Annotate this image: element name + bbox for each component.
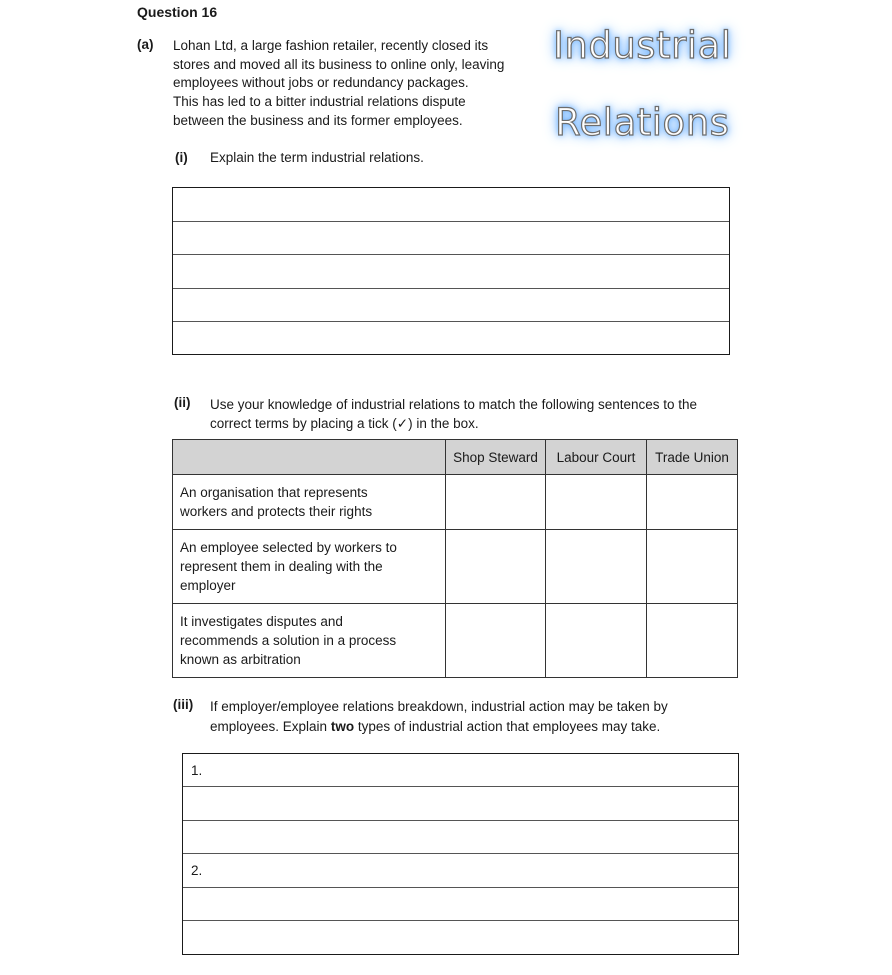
answer-line[interactable] — [173, 322, 729, 356]
part-i-label: (i) — [175, 150, 188, 165]
tick-box[interactable] — [546, 475, 647, 530]
tick-box[interactable] — [647, 604, 738, 678]
tick-box[interactable] — [546, 604, 647, 678]
tick-box[interactable] — [647, 475, 738, 530]
part-ii-line: correct terms by placing a tick (✓) in the box. — [210, 416, 479, 431]
answer-line[interactable] — [183, 821, 738, 854]
answer-line[interactable] — [173, 222, 729, 256]
part-iii-line — [210, 717, 668, 737]
relations-wordart: Relations — [555, 101, 730, 144]
answer-line[interactable] — [183, 921, 738, 954]
answer-line[interactable] — [173, 255, 729, 289]
part-iii-label: (iii) — [173, 697, 194, 712]
scenario-line: employees without jobs or redundancy packages. — [173, 75, 469, 91]
tick-box[interactable] — [446, 604, 546, 678]
part-ii-prompt — [210, 395, 697, 433]
answer-number: 1. — [191, 763, 203, 778]
answer-line[interactable] — [173, 188, 729, 222]
statement-line: represent them in dealing with the — [180, 559, 383, 574]
scenario-text — [173, 37, 528, 131]
answer-number: 2. — [191, 863, 203, 879]
part-a-label: (a) — [137, 37, 154, 52]
scenario-line: This has led to a bitter industrial relations dispute — [173, 94, 466, 110]
part-i-answer-box[interactable] — [172, 187, 730, 355]
answer-line[interactable] — [183, 854, 738, 887]
scenario-line: between the business and its former employees. — [173, 112, 463, 128]
answer-line[interactable] — [173, 289, 729, 323]
table-row — [173, 604, 738, 678]
scenario-line: Lohan Ltd, a large fashion retailer, recently closed its — [173, 38, 489, 53]
table-row — [173, 475, 738, 530]
table-row — [173, 530, 738, 604]
answer-line[interactable] — [183, 787, 738, 820]
statement-line: An employee selected by workers to — [180, 540, 397, 555]
tick-box[interactable] — [446, 475, 546, 530]
part-iii-line: If employer/employee relations breakdown, industrial action may be taken by — [210, 699, 668, 714]
column-header-labour-court: Labour Court — [546, 440, 647, 475]
part-ii-label: (ii) — [174, 395, 191, 410]
statement-cell — [173, 475, 446, 530]
column-header-trade-union: Trade Union — [647, 440, 738, 475]
statement-line: workers and protects their rights — [180, 504, 373, 519]
answer-line[interactable] — [183, 754, 738, 787]
scenario-line: stores and moved all its business to online only, leaving — [173, 56, 505, 72]
part-iii-text: types of industrial action that employees may take. — [354, 718, 661, 734]
blank-header-cell — [173, 440, 446, 475]
statement-line: An organisation that represents — [180, 485, 368, 500]
statement-line: known as arbitration — [180, 652, 301, 667]
statement-cell — [173, 530, 446, 604]
statement-cell — [173, 604, 446, 678]
tick-box[interactable] — [446, 530, 546, 604]
part-iii-text: employees. Explain — [210, 718, 331, 734]
column-header-shop-steward: Shop Steward — [446, 440, 546, 475]
statement-line: It investigates disputes and — [180, 614, 343, 629]
part-iii-emphasis: two — [330, 718, 355, 734]
matching-table — [172, 439, 738, 678]
tick-box[interactable] — [546, 530, 647, 604]
part-iii-answer-box[interactable] — [182, 753, 739, 955]
industrial-wordart: Industrial — [553, 24, 732, 67]
tick-box[interactable] — [647, 530, 738, 604]
part-ii-line: Use your knowledge of industrial relations to match the following sentences to the — [210, 397, 698, 412]
statement-line: employer — [180, 578, 236, 593]
statement-line: recommends a solution in a process — [180, 633, 397, 648]
part-i-prompt: Explain the term industrial relations. — [210, 150, 424, 165]
part-iii-prompt — [210, 697, 668, 736]
question-title: Question 16 — [137, 4, 218, 20]
answer-line[interactable] — [183, 888, 738, 921]
